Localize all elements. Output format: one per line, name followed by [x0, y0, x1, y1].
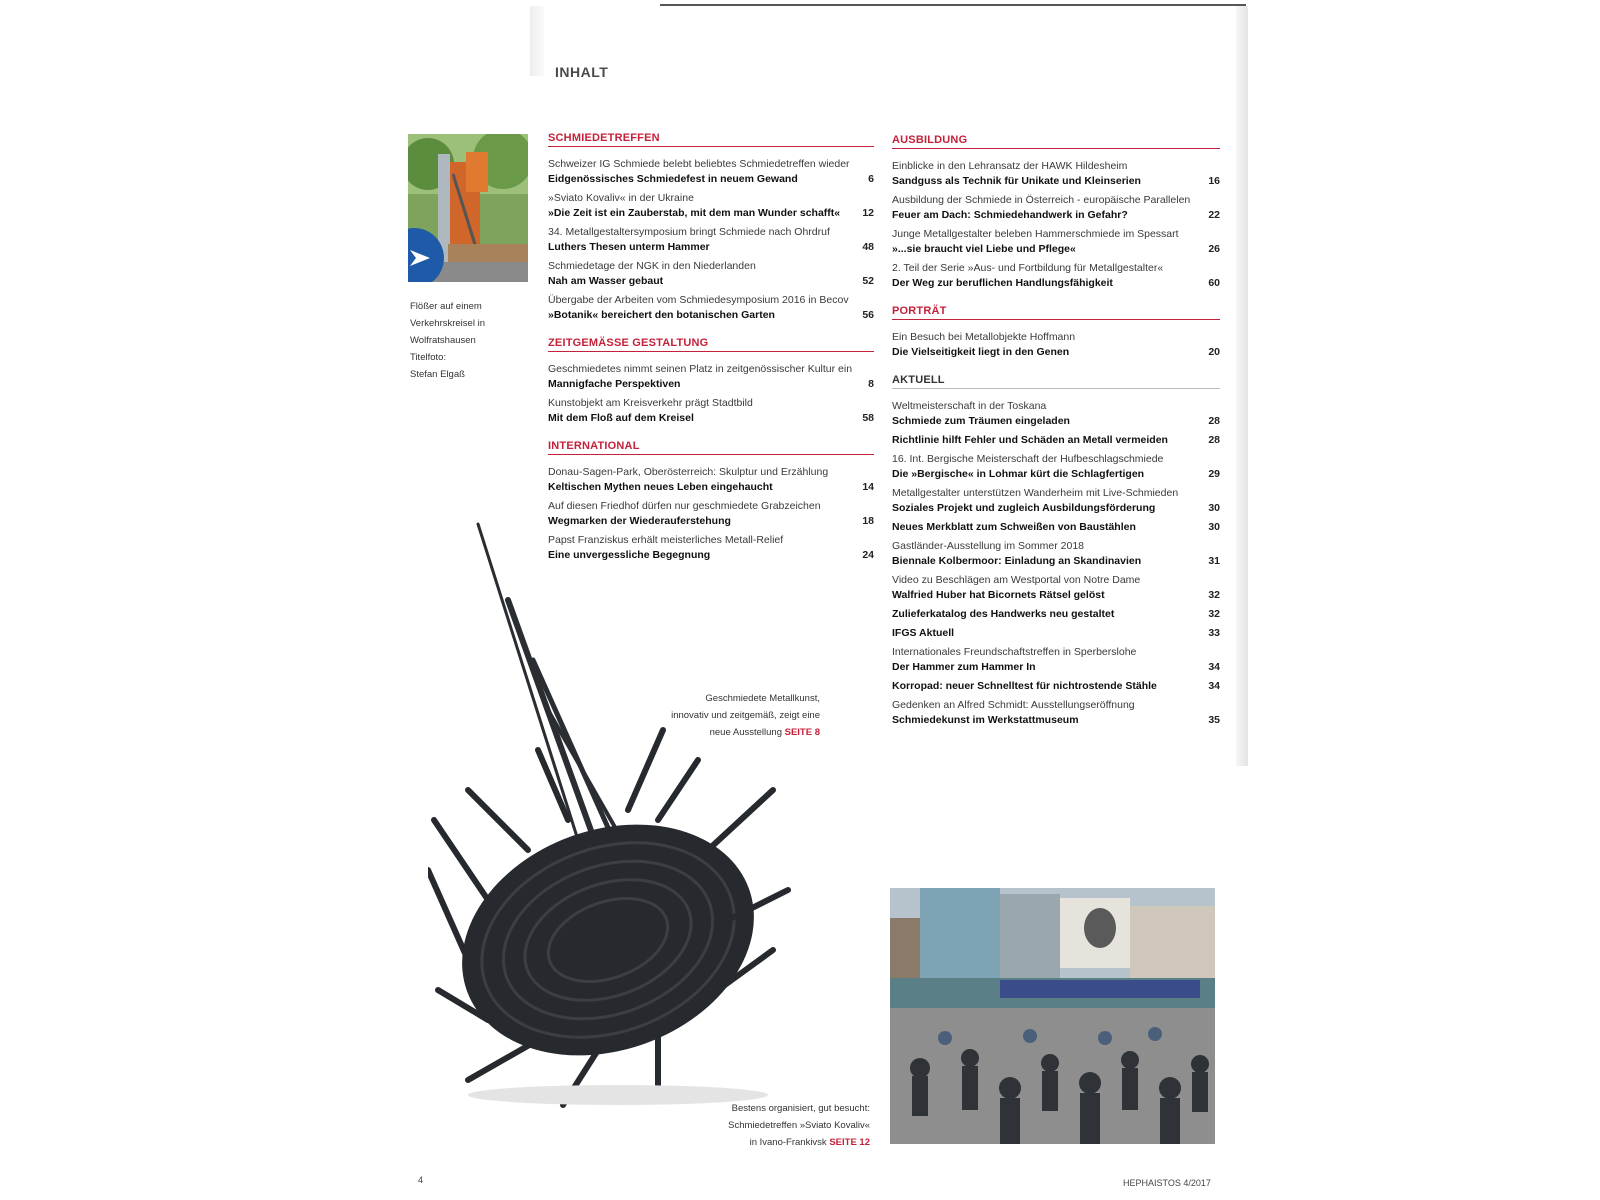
entry-page: 60	[1208, 277, 1220, 289]
entry-title: Wegmarken der Wiederauferstehung	[548, 515, 731, 527]
entry-subtitle: Ein Besuch bei Metallobjekte Hoffmann	[892, 331, 1076, 343]
section-title: AUSBILDUNG	[892, 134, 1220, 149]
section-zeitgemaesse	[548, 337, 874, 426]
entry-page: 30	[1208, 502, 1220, 514]
entry-page: 56	[862, 309, 874, 321]
entry-title: Die »Bergische« in Lohmar kürt die Schlagfertigen	[892, 468, 1145, 480]
market-caption	[690, 1100, 870, 1151]
entry-title: Feuer am Dach: Schmiedehandwerk in Gefahr?	[892, 209, 1128, 221]
entry-title: Die Vielseitigkeit liegt in den Genen	[892, 346, 1070, 358]
entry-page: 30	[1208, 521, 1220, 533]
page-reference[interactable]: SEITE 8	[784, 727, 820, 738]
toc-entry[interactable]	[548, 293, 874, 323]
caption-line: Geschmiedete Metallkunst,	[705, 693, 820, 704]
toc-entry[interactable]	[892, 452, 1220, 482]
entry-title: Biennale Kolbermoor: Einladung an Skandinavien	[892, 555, 1142, 567]
entry-page: 14	[862, 481, 874, 493]
toc-entry[interactable]	[548, 362, 874, 392]
entry-subtitle: Gastländer-Ausstellung im Sommer 2018	[892, 540, 1085, 552]
toc-entry[interactable]	[548, 191, 874, 221]
entry-title: Richtlinie hilft Fehler und Schäden an Metall vermeiden	[892, 434, 1168, 446]
entry-subtitle: Auf diesen Friedhof dürfen nur geschmiedete Grabzeichen	[548, 500, 821, 512]
toc-entry[interactable]	[892, 261, 1220, 291]
entry-subtitle: Internationales Freundschaftstreffen in Sperberslohe	[892, 646, 1137, 658]
entry-title: Korropad: neuer Schnelltest für nichtrostende Stähle	[892, 680, 1157, 692]
entry-page: 28	[1208, 415, 1220, 427]
toc-entry[interactable]	[892, 645, 1220, 675]
section-title: ZEITGEMÄSSE GESTALTUNG	[548, 337, 874, 352]
section-title: PORTRÄT	[892, 305, 1220, 320]
page-number: 4	[418, 1175, 424, 1185]
section-title: AKTUELL	[892, 374, 1220, 389]
entry-subtitle: Papst Franziskus erhält meisterliches Metall-Relief	[548, 534, 784, 546]
entry-subtitle: Donau-Sagen-Park, Oberösterreich: Skulptur und Erzählung	[548, 466, 829, 478]
entry-title: Keltischen Mythen neues Leben eingehaucht	[548, 481, 773, 493]
entry-title: Eidgenössisches Schmiedefest in neuem Gewand	[548, 173, 798, 185]
entry-title: »Die Zeit ist ein Zauberstab, mit dem man Wunder schafft«	[548, 207, 841, 219]
entry-title: Der Hammer zum Hammer In	[892, 661, 1036, 673]
entry-subtitle: Geschmiedetes nimmt seinen Platz in zeitgenössischer Kultur ein	[548, 363, 853, 375]
caption-line: Bestens organisiert, gut besucht:	[731, 1103, 870, 1114]
toc-entry[interactable]	[892, 399, 1220, 429]
entry-title: Schmiedekunst im Werkstattmuseum	[892, 714, 1079, 726]
toc-entry[interactable]	[892, 433, 1220, 448]
entry-subtitle: 2. Teil der Serie »Aus- und Fortbildung für Metallgestalter«	[892, 262, 1164, 274]
entry-page: 8	[868, 378, 874, 390]
toc-entry[interactable]	[548, 225, 874, 255]
entry-subtitle: Ausbildung der Schmiede in Österreich - europäische Parallelen	[892, 194, 1191, 206]
scan-edge	[530, 6, 544, 76]
caption-line: Stefan Elgaß	[410, 369, 465, 380]
entry-title: Neues Merkblatt zum Schweißen von Baustählen	[892, 521, 1136, 533]
section-ausbildung	[892, 134, 1220, 291]
toc-entry[interactable]	[548, 396, 874, 426]
entry-page: 6	[868, 173, 874, 185]
entry-title: Mannigfache Perspektiven	[548, 378, 681, 390]
toc-entry[interactable]	[892, 159, 1220, 189]
toc-entry[interactable]	[892, 607, 1220, 622]
cover-photo	[408, 134, 528, 282]
toc-entry[interactable]	[892, 330, 1220, 360]
toc-entry[interactable]	[548, 259, 874, 289]
entry-page: 32	[1208, 589, 1220, 601]
caption-line: Wolfratshausen	[410, 335, 476, 346]
entry-page: 29	[1208, 468, 1220, 480]
entry-title: Schmiede zum Träumen eingeladen	[892, 415, 1070, 427]
toc-entry[interactable]	[892, 626, 1220, 641]
entry-subtitle: Übergabe der Arbeiten vom Schmiedesymposium 2016 in Becov	[548, 294, 849, 306]
entry-subtitle: Video zu Beschlägen am Westportal von Notre Dame	[892, 574, 1141, 586]
entry-subtitle: Einblicke in den Lehransatz der HAWK Hildesheim	[892, 160, 1128, 172]
section-schmiedetreffen	[548, 132, 874, 323]
entry-subtitle: Metallgestalter unterstützen Wanderheim mit Live-Schmieden	[892, 487, 1179, 499]
entry-page: 34	[1208, 661, 1220, 673]
entry-page: 35	[1208, 714, 1220, 726]
caption-text: in Ivano-Frankivsk	[749, 1137, 827, 1148]
entry-page: 20	[1208, 346, 1220, 358]
entry-page: 28	[1208, 434, 1220, 446]
entry-title: Luthers Thesen unterm Hammer	[548, 241, 710, 253]
entry-title: Zulieferkatalog des Handwerks neu gestaltet	[892, 608, 1115, 620]
toc-right-column	[892, 134, 1220, 732]
page-reference[interactable]: SEITE 12	[829, 1137, 870, 1148]
entry-subtitle: 34. Metallgestaltersymposium bringt Schmiede nach Ohrdruf	[548, 226, 830, 238]
caption-line	[640, 724, 820, 741]
entry-page: 16	[1208, 175, 1220, 187]
entry-page: 52	[862, 275, 874, 287]
entry-page: 22	[1208, 209, 1220, 221]
entry-subtitle: Schweizer IG Schmiede belebt beliebtes Schmiedetreffen wieder	[548, 158, 850, 170]
caption-line: Schmiedetreffen »Sviato Kovaliv«	[728, 1120, 870, 1131]
entry-page: 12	[862, 207, 874, 219]
caption-line: Titelfoto:	[410, 352, 447, 363]
toc-entry[interactable]	[892, 486, 1220, 516]
section-title: INTERNATIONAL	[548, 440, 874, 455]
toc-entry[interactable]	[548, 157, 874, 187]
entry-subtitle: Junge Metallgestalter beleben Hammerschmiede im Spessart	[892, 228, 1179, 240]
entry-page: 48	[862, 241, 874, 253]
entry-page: 32	[1208, 608, 1220, 620]
entry-title: Eine unvergessliche Begegnung	[548, 549, 711, 561]
entry-page: 34	[1208, 680, 1220, 692]
toc-entry[interactable]	[892, 193, 1220, 223]
entry-subtitle: Schmiedetage der NGK in den Niederlanden	[548, 260, 756, 272]
sculpture-photo	[428, 520, 798, 1110]
entry-title: Walfried Huber hat Bicornets Rätsel gelöst	[892, 589, 1105, 601]
sculpture-caption	[640, 690, 820, 741]
entry-page: 24	[862, 549, 874, 561]
section-aktuell	[892, 374, 1220, 728]
market-photo	[890, 888, 1215, 1144]
entry-page: 33	[1208, 627, 1220, 639]
entry-title: Mit dem Floß auf dem Kreisel	[548, 412, 694, 424]
caption-line: innovativ und zeitgemäß, zeigt eine	[671, 710, 820, 721]
toc-entry[interactable]	[892, 679, 1220, 694]
entry-page: 31	[1208, 555, 1220, 567]
entry-title: »...sie braucht viel Liebe und Pflege«	[892, 243, 1076, 255]
entry-title: Sandguss als Technik für Unikate und Kleinserien	[892, 175, 1141, 187]
caption-line	[690, 1134, 870, 1151]
section-title: SCHMIEDETREFFEN	[548, 132, 874, 147]
page-title: INHALT	[555, 64, 609, 80]
toc-entry[interactable]	[892, 539, 1220, 569]
caption-text: neue Ausstellung	[709, 727, 782, 738]
entry-page: 18	[862, 515, 874, 527]
entry-title: »Botanik« bereichert den botanischen Garten	[548, 309, 775, 321]
cover-caption	[410, 298, 485, 383]
toc-entry[interactable]	[892, 227, 1220, 257]
entry-subtitle: »Sviato Kovaliv« in der Ukraine	[548, 192, 694, 204]
caption-line: Flößer auf einem	[410, 301, 482, 312]
entry-subtitle: Gedenken an Alfred Schmidt: Ausstellungseröffnung	[892, 699, 1135, 711]
entry-title: Soziales Projekt und zugleich Ausbildungsförderung	[892, 502, 1156, 514]
toc-entry[interactable]	[892, 698, 1220, 728]
entry-title: Nah am Wasser gebaut	[548, 275, 664, 287]
entry-subtitle: Weltmeisterschaft in der Toskana	[892, 400, 1047, 412]
toc-left-column	[548, 132, 874, 567]
entry-page: 58	[862, 412, 874, 424]
caption-line: Verkehrskreisel in	[410, 318, 485, 329]
entry-subtitle: Kunstobjekt am Kreisverkehr prägt Stadtbild	[548, 397, 753, 409]
entry-subtitle: 16. Int. Bergische Meisterschaft der Hufbeschlagschmiede	[892, 453, 1164, 465]
entry-title: IFGS Aktuell	[892, 627, 955, 639]
entry-title: Der Weg zur beruflichen Handlungsfähigkeit	[892, 277, 1113, 289]
entry-page: 26	[1208, 243, 1220, 255]
toc-entry[interactable]	[892, 520, 1220, 535]
scan-edge	[1236, 6, 1248, 766]
toc-entry[interactable]	[548, 465, 874, 495]
section-portraet	[892, 305, 1220, 360]
toc-entry[interactable]	[892, 573, 1220, 603]
scan-edge	[660, 4, 1246, 6]
magazine-issue: HEPHAISTOS 4/2017	[1123, 1178, 1211, 1188]
